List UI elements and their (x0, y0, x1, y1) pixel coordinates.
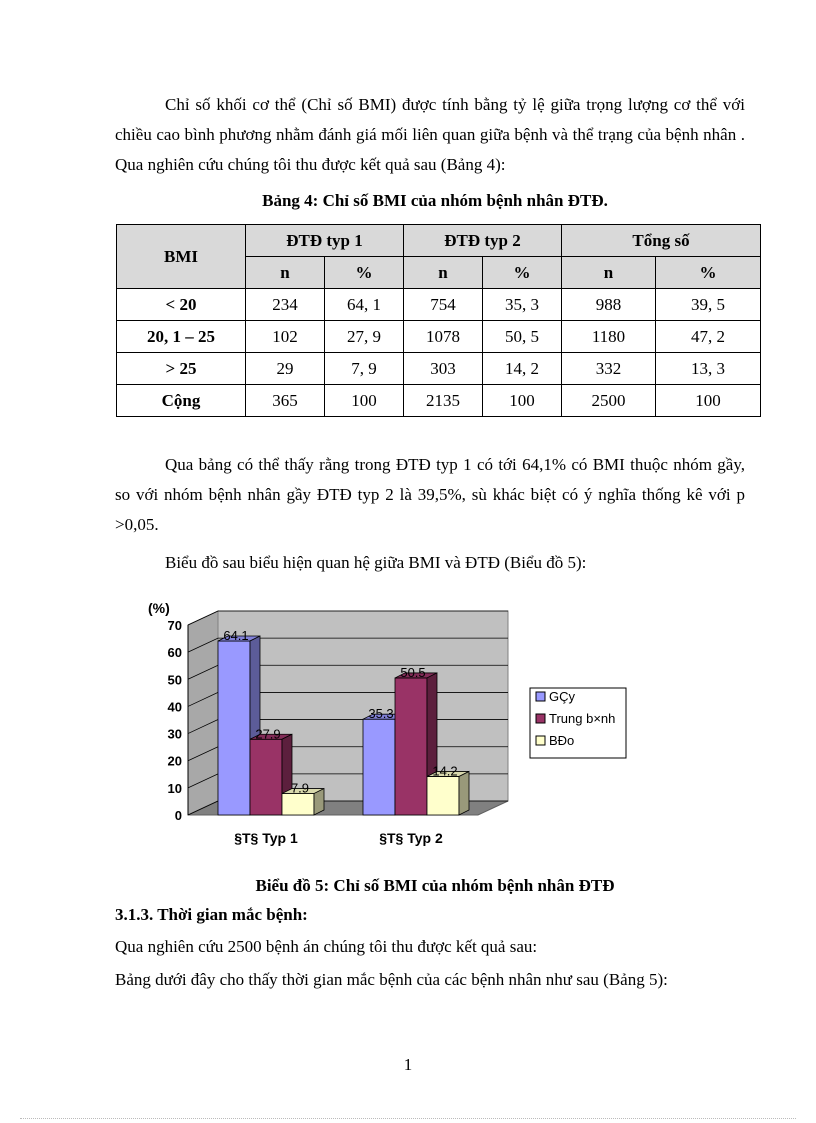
table-cell: 303 (404, 353, 483, 385)
study-paragraph: Qua nghiên cứu 2500 bệnh án chúng tôi thu được kết quả sau: (115, 937, 538, 956)
table-cell: 102 (246, 321, 325, 353)
legend-swatch (536, 692, 545, 701)
legend-entry: BÐo (549, 733, 575, 748)
bar-side (314, 789, 324, 815)
table-cell: 39, 5 (656, 289, 761, 321)
y-tick-label: 50 (167, 672, 182, 688)
table-header-bmi: BMI (117, 225, 246, 289)
legend-entry: Trung b×nh (549, 711, 616, 726)
table-cell: 47, 2 (656, 321, 761, 353)
table5-intro-paragraph: Bảng dưới đây cho thấy thời gian mắc bệnh của các bệnh nhân như sau (Bảng 5): (115, 970, 668, 989)
bar (395, 678, 427, 815)
y-tick-label: 0 (174, 808, 182, 823)
bar (218, 641, 250, 815)
table-cell: 234 (246, 289, 325, 321)
table-header-total: Tổng số (562, 225, 761, 257)
row-label: > 25 (117, 353, 246, 385)
legend-swatch (536, 714, 545, 723)
bar-side (459, 771, 469, 815)
table-cell: 13, 3 (656, 353, 761, 385)
table-subheader: % (656, 257, 761, 289)
section-heading: 3.1.3. Thời gian mắc bệnh: (115, 905, 308, 924)
table-subheader: n (562, 257, 656, 289)
table-row (117, 353, 761, 385)
table-cell: 2500 (562, 385, 656, 417)
table-cell: 35, 3 (483, 289, 562, 321)
bar (250, 739, 282, 815)
legend-entry: GÇy (549, 689, 575, 704)
y-axis-label: (%) (148, 600, 170, 616)
page-divider (20, 1118, 796, 1119)
table-cell: 754 (404, 289, 483, 321)
row-label: Cộng (117, 385, 246, 417)
table-row (117, 289, 761, 321)
y-tick-label: 30 (167, 726, 182, 742)
x-tick-label: §T§ Typ 2 (379, 830, 443, 846)
table-caption: Bảng 4: Chỉ số BMI của nhóm bệnh nhân ĐTĐ. (262, 191, 608, 210)
table-cell: 27, 9 (325, 321, 404, 353)
table-subheader: % (325, 257, 404, 289)
data-label: 27.9 (255, 726, 281, 742)
analysis-paragraph: Qua bảng có thể thấy rằng trong ĐTĐ typ 1 có tới 64,1% có BMI thuộc nhóm gầy, so với nhóm bệnh nhân gầy ĐTĐ typ 2 là 39,5%, sù khác biệt có ý nghĩa thống kê với p >0,05. (115, 455, 745, 534)
bar (427, 776, 459, 815)
table-cell: 14, 2 (483, 353, 562, 385)
bmi-bar-chart (140, 595, 640, 855)
table-subheader: n (404, 257, 483, 289)
table-header-typ1: ĐTĐ typ 1 (246, 225, 404, 257)
table-cell: 1180 (562, 321, 656, 353)
data-label: 14.2 (432, 763, 458, 779)
table-subheader: % (483, 257, 562, 289)
table-cell: 332 (562, 353, 656, 385)
page-number: 1 (403, 1055, 413, 1074)
table-header-typ2: ĐTĐ typ 2 (404, 225, 562, 257)
table-cell: 29 (246, 353, 325, 385)
table-cell: 988 (562, 289, 656, 321)
x-tick-label: §T§ Typ 1 (234, 830, 298, 846)
bar (282, 794, 314, 815)
data-label: 35.3 (368, 706, 394, 722)
bar (363, 719, 395, 815)
table-subheader: n (246, 257, 325, 289)
table-cell: 2135 (404, 385, 483, 417)
row-label: < 20 (117, 289, 246, 321)
table-row (117, 321, 761, 353)
table-cell: 100 (483, 385, 562, 417)
chart-side-wall (188, 611, 218, 815)
table-cell: 100 (656, 385, 761, 417)
table-row (117, 385, 761, 417)
data-label: 64.1 (223, 628, 249, 644)
table-cell: 64, 1 (325, 289, 404, 321)
y-tick-label: 60 (167, 645, 182, 661)
y-tick-label: 40 (167, 699, 182, 715)
table-cell: 50, 5 (483, 321, 562, 353)
chart-intro-paragraph: Biểu đồ sau biểu hiện quan hệ giữa BMI và ĐTĐ (Biểu đồ 5): (165, 553, 587, 572)
intro-paragraph: Chỉ số khối cơ thể (Chỉ số BMI) được tính bằng tỷ lệ giữa trọng lượng cơ thể với chiều cao bình phương nhằm đánh giá mối liên quan giữa bệnh và thể trạng của bệnh nhân . Qua nghiên cứu chúng tôi thu được kết quả sau (Bảng 4): (115, 95, 745, 174)
y-tick-label: 70 (167, 618, 182, 633)
chart-caption: Biểu đồ 5: Chỉ số BMI của nhóm bệnh nhân ĐTĐ (255, 876, 615, 895)
table-cell: 7, 9 (325, 353, 404, 385)
row-label: 20, 1 – 25 (117, 321, 246, 353)
data-label: 7.9 (290, 780, 310, 796)
legend-swatch (536, 736, 545, 745)
table-cell: 100 (325, 385, 404, 417)
table-cell: 365 (246, 385, 325, 417)
y-tick-label: 10 (167, 780, 182, 796)
y-tick-label: 20 (167, 753, 182, 769)
table-cell: 1078 (404, 321, 483, 353)
data-label: 50.5 (400, 664, 426, 680)
bmi-table (116, 224, 761, 417)
